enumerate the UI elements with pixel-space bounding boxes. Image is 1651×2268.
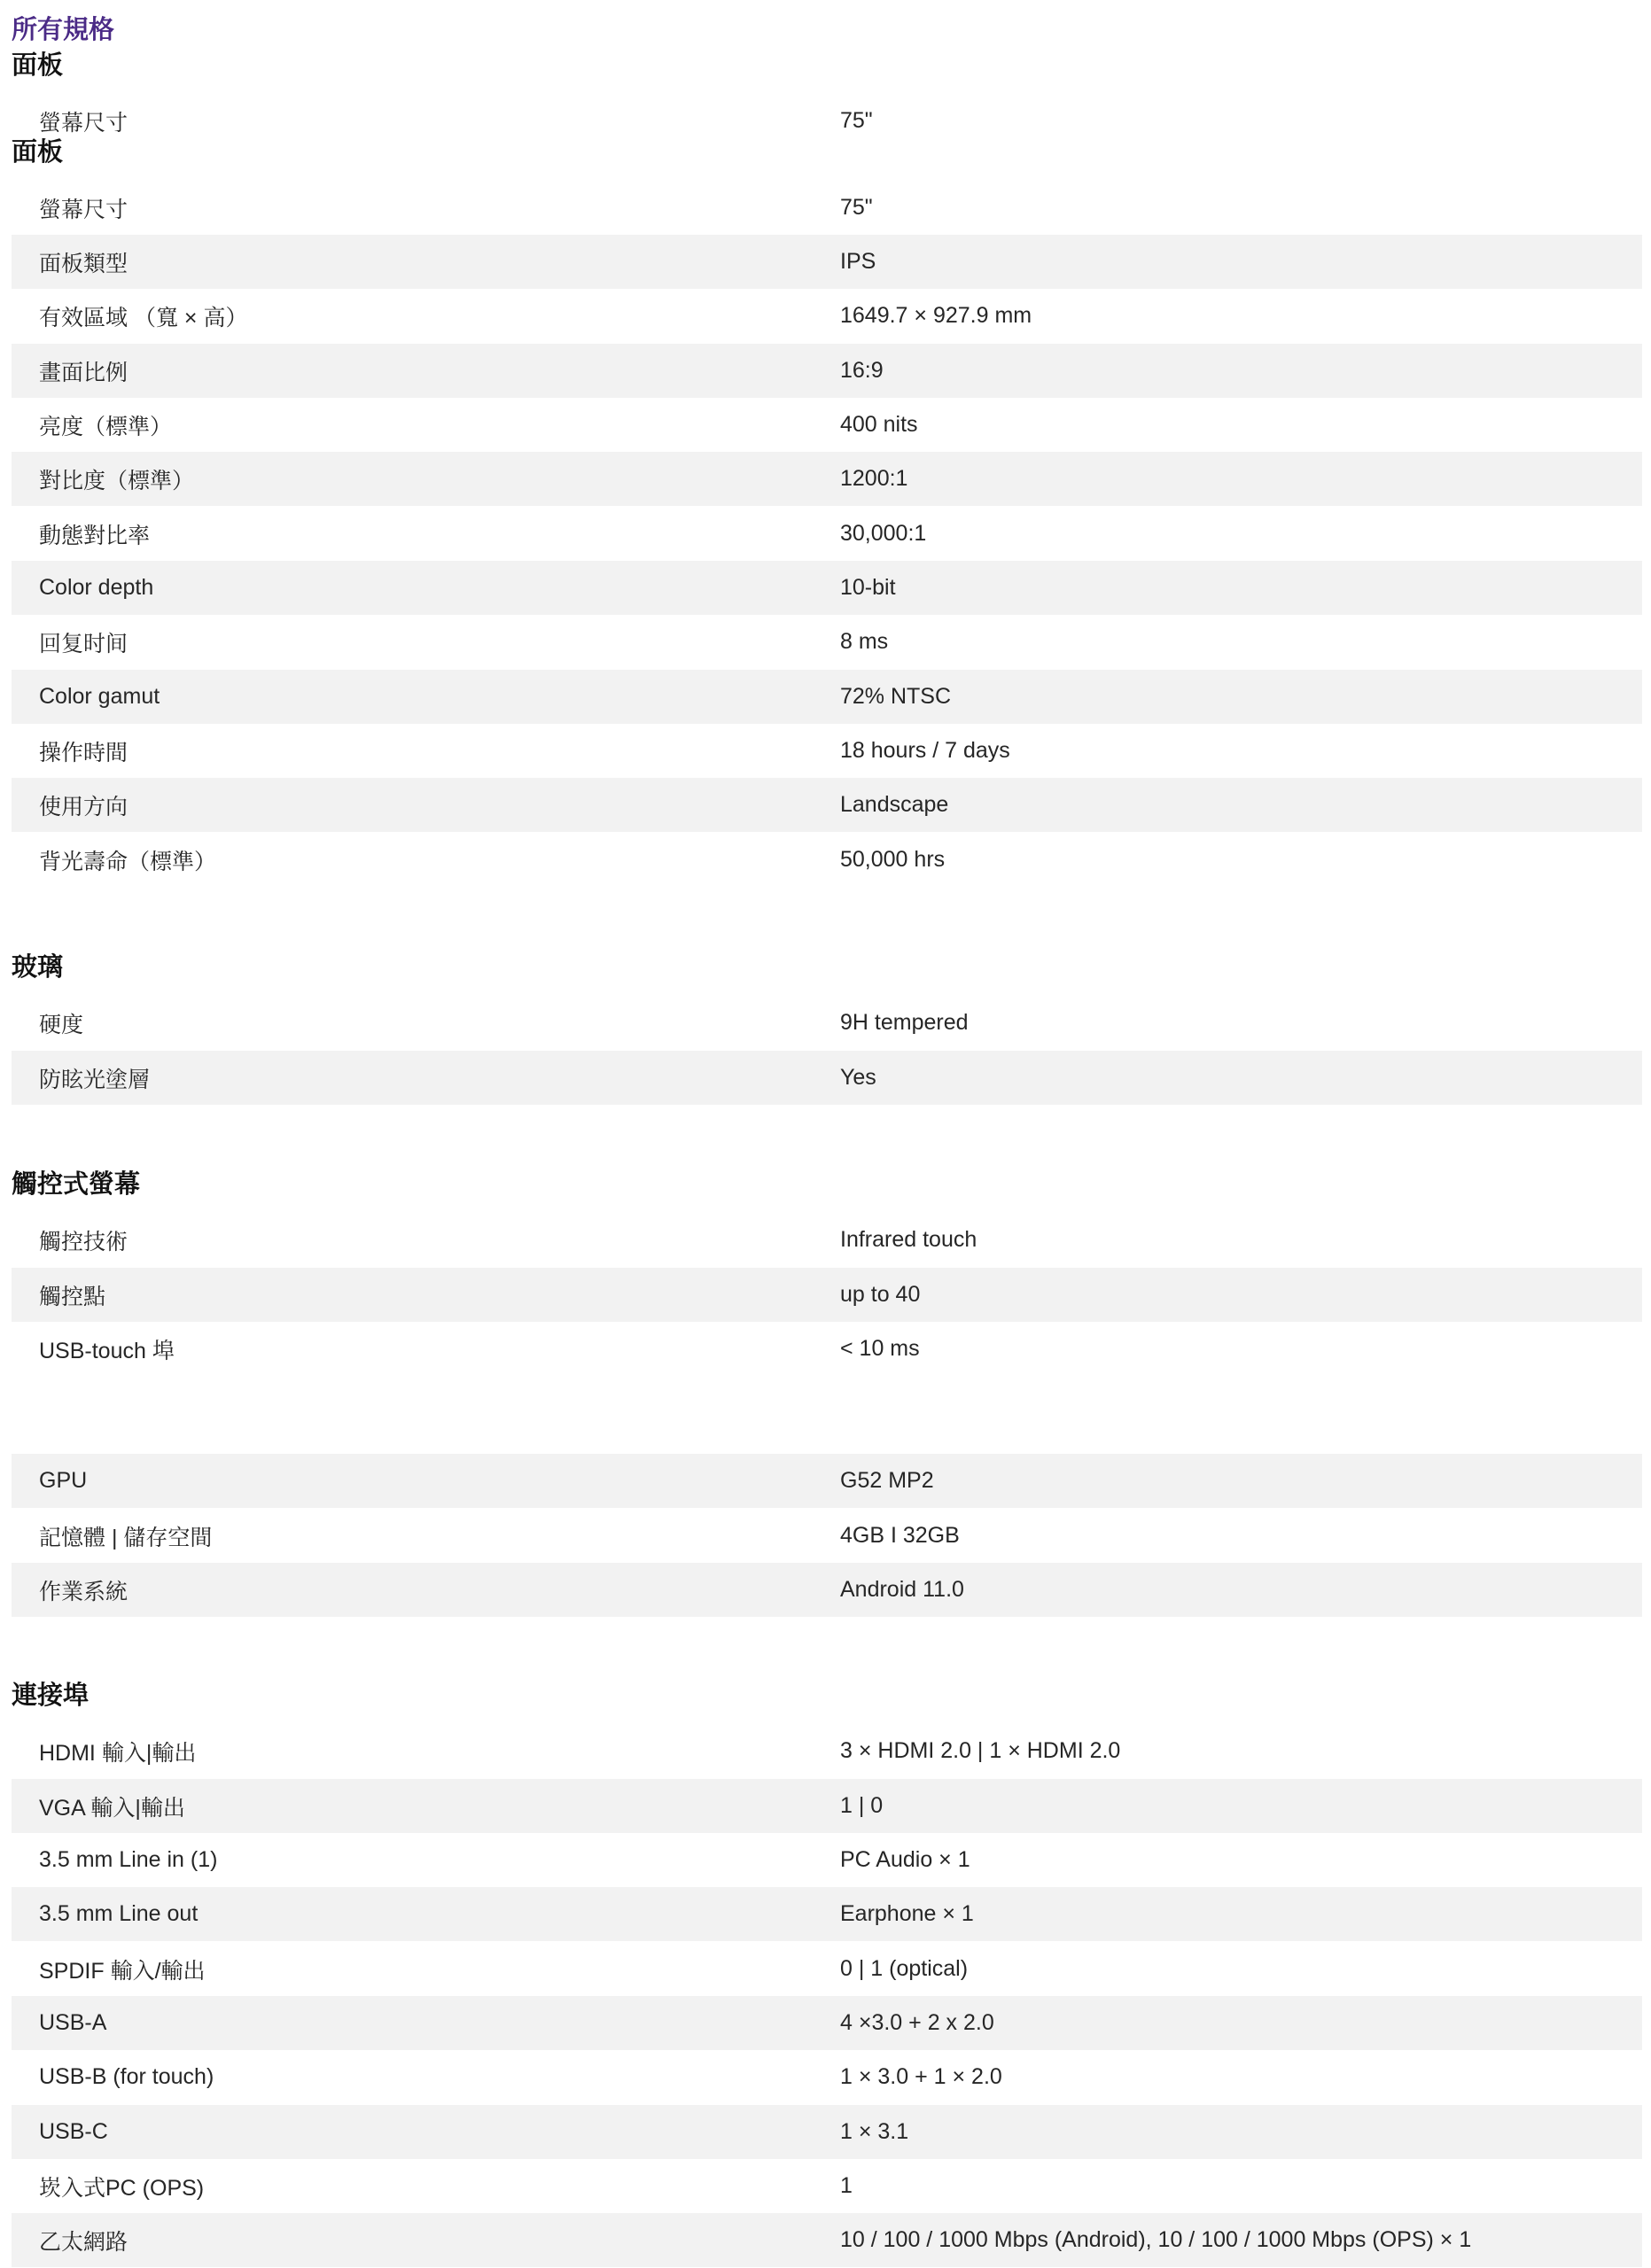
spec-value: Android 11.0 xyxy=(840,1577,964,1602)
spec-value: 3 × HDMI 2.0 | 1 × HDMI 2.0 xyxy=(840,1738,1121,1763)
spec-row xyxy=(12,1051,1642,1105)
spec-value: 18 hours / 7 days xyxy=(840,738,1010,763)
spec-label: 3.5 mm Line in (1) xyxy=(39,1847,218,1872)
spec-row xyxy=(12,235,1642,289)
spec-label: 記憶體 | 儲存空間 xyxy=(39,1525,213,1550)
spec-label: 動態對比率 xyxy=(39,523,151,548)
spec-row xyxy=(12,778,1642,832)
spec-label: 3.5 mm Line out xyxy=(39,1901,199,1926)
spec-row xyxy=(12,2105,1642,2159)
spec-value: 10-bit xyxy=(840,575,896,600)
spec-row xyxy=(12,398,1642,452)
spec-value: 72% NTSC xyxy=(840,684,952,709)
spec-value: 1 × 3.1 xyxy=(840,2119,909,2144)
spec-value: Infrared touch xyxy=(840,1227,977,1252)
spec-value: 10 / 100 / 1000 Mbps (Android), 10 / 100 / 1000 Mbps (OPS) × 1 xyxy=(840,2227,1472,2252)
spec-label: 崁入式PC (OPS) xyxy=(39,2175,205,2201)
spec-row xyxy=(12,615,1642,669)
spec-label: 操作時間 xyxy=(39,740,128,765)
spec-value: 1 × 3.0 + 1 × 2.0 xyxy=(840,2064,1002,2089)
spec-row xyxy=(12,1213,1642,1267)
spec-row xyxy=(12,1268,1642,1322)
section-title-panel-preview: 面板 xyxy=(12,51,64,80)
spec-value: 0 | 1 (optical) xyxy=(840,1956,969,1981)
spec-label: 防眩光塗層 xyxy=(39,1067,151,1092)
spec-value: 1200:1 xyxy=(840,466,908,491)
section-title-touch: 觸控式螢幕 xyxy=(12,1170,141,1199)
spec-label: 螢幕尺寸 xyxy=(39,110,128,136)
spec-row xyxy=(12,181,1642,235)
spec-label: 乙太網路 xyxy=(39,2229,128,2255)
spec-value: 1 | 0 xyxy=(840,1793,884,1818)
spec-row xyxy=(12,1563,1642,1617)
spec-label: HDMI 輸入|輸出 xyxy=(39,1740,197,1766)
spec-label: USB-touch 埠 xyxy=(39,1338,175,1363)
spec-value: Landscape xyxy=(840,792,949,817)
spec-value: Yes xyxy=(840,1065,876,1090)
spec-label: 亮度（標準） xyxy=(39,414,173,439)
page-title: 所有規格 xyxy=(12,16,115,44)
spec-value: 400 nits xyxy=(840,412,918,437)
spec-value: up to 40 xyxy=(840,1282,921,1307)
spec-label: Color depth xyxy=(39,575,154,600)
spec-label: 觸控技術 xyxy=(39,1229,128,1254)
spec-value: 1649.7 × 927.9 mm xyxy=(840,303,1032,328)
spec-value: Earphone × 1 xyxy=(840,1901,974,1926)
spec-row xyxy=(12,2159,1642,2213)
spec-row xyxy=(12,833,1642,887)
spec-label: 作業系統 xyxy=(39,1579,128,1604)
spec-row xyxy=(12,670,1642,724)
spec-row xyxy=(12,1833,1642,1887)
spec-label: SPDIF 輸入/輸出 xyxy=(39,1958,206,1984)
spec-label: 螢幕尺寸 xyxy=(39,197,128,222)
spec-value: PC Audio × 1 xyxy=(840,1847,970,1872)
spec-label: 畫面比例 xyxy=(39,360,128,385)
spec-row xyxy=(12,1724,1642,1778)
spec-label: USB-C xyxy=(39,2119,108,2144)
spec-value: 30,000:1 xyxy=(840,521,927,546)
spec-value: 4GB I 32GB xyxy=(840,1523,960,1548)
spec-row xyxy=(12,1509,1642,1563)
spec-label: USB-A xyxy=(39,2010,107,2035)
spec-label: 回复时间 xyxy=(39,631,128,656)
spec-value: 4 ×3.0 + 2 x 2.0 xyxy=(840,2010,994,2035)
spec-row xyxy=(12,2213,1642,2267)
spec-value: 9H tempered xyxy=(840,1010,969,1035)
spec-row xyxy=(12,996,1642,1050)
spec-label: USB-B (for touch) xyxy=(39,2064,214,2089)
spec-value: 16:9 xyxy=(840,358,884,383)
spec-row xyxy=(12,1779,1642,1833)
spec-row xyxy=(12,344,1642,398)
spec-row xyxy=(12,94,1642,148)
spec-label: Color gamut xyxy=(39,684,160,709)
spec-label: 硬度 xyxy=(39,1012,84,1037)
spec-label: 背光壽命（標準） xyxy=(39,849,217,874)
spec-label: VGA 輸入|輸出 xyxy=(39,1795,185,1821)
spec-row xyxy=(12,452,1642,506)
spec-label: GPU xyxy=(39,1468,88,1493)
spec-value: 75" xyxy=(840,108,873,133)
spec-row xyxy=(12,1322,1642,1376)
spec-value: G52 MP2 xyxy=(840,1468,934,1493)
spec-row xyxy=(12,1454,1642,1508)
spec-row xyxy=(12,724,1642,778)
spec-row xyxy=(12,507,1642,561)
spec-row xyxy=(12,1996,1642,2050)
spec-value: IPS xyxy=(840,249,876,274)
spec-label: 有效區域 （寬 × 高） xyxy=(39,305,248,330)
spec-row xyxy=(12,1942,1642,1996)
spec-row xyxy=(12,289,1642,343)
spec-value: 50,000 hrs xyxy=(840,847,946,872)
spec-value: 1 xyxy=(840,2173,853,2198)
spec-label: 面板類型 xyxy=(39,251,128,276)
spec-label: 對比度（標準） xyxy=(39,468,195,493)
section-title-panel: 面板 xyxy=(12,138,64,167)
spec-row xyxy=(12,1887,1642,1941)
spec-value: 8 ms xyxy=(840,629,889,654)
spec-label: 使用方向 xyxy=(39,794,128,819)
spec-row xyxy=(12,561,1642,615)
spec-label: 觸控點 xyxy=(39,1284,106,1309)
spec-value: 75" xyxy=(840,195,873,220)
section-title-connectors: 連接埠 xyxy=(12,1682,90,1710)
section-title-glass: 玻璃 xyxy=(12,953,64,982)
spec-value: < 10 ms xyxy=(840,1336,920,1361)
spec-row xyxy=(12,2050,1642,2104)
